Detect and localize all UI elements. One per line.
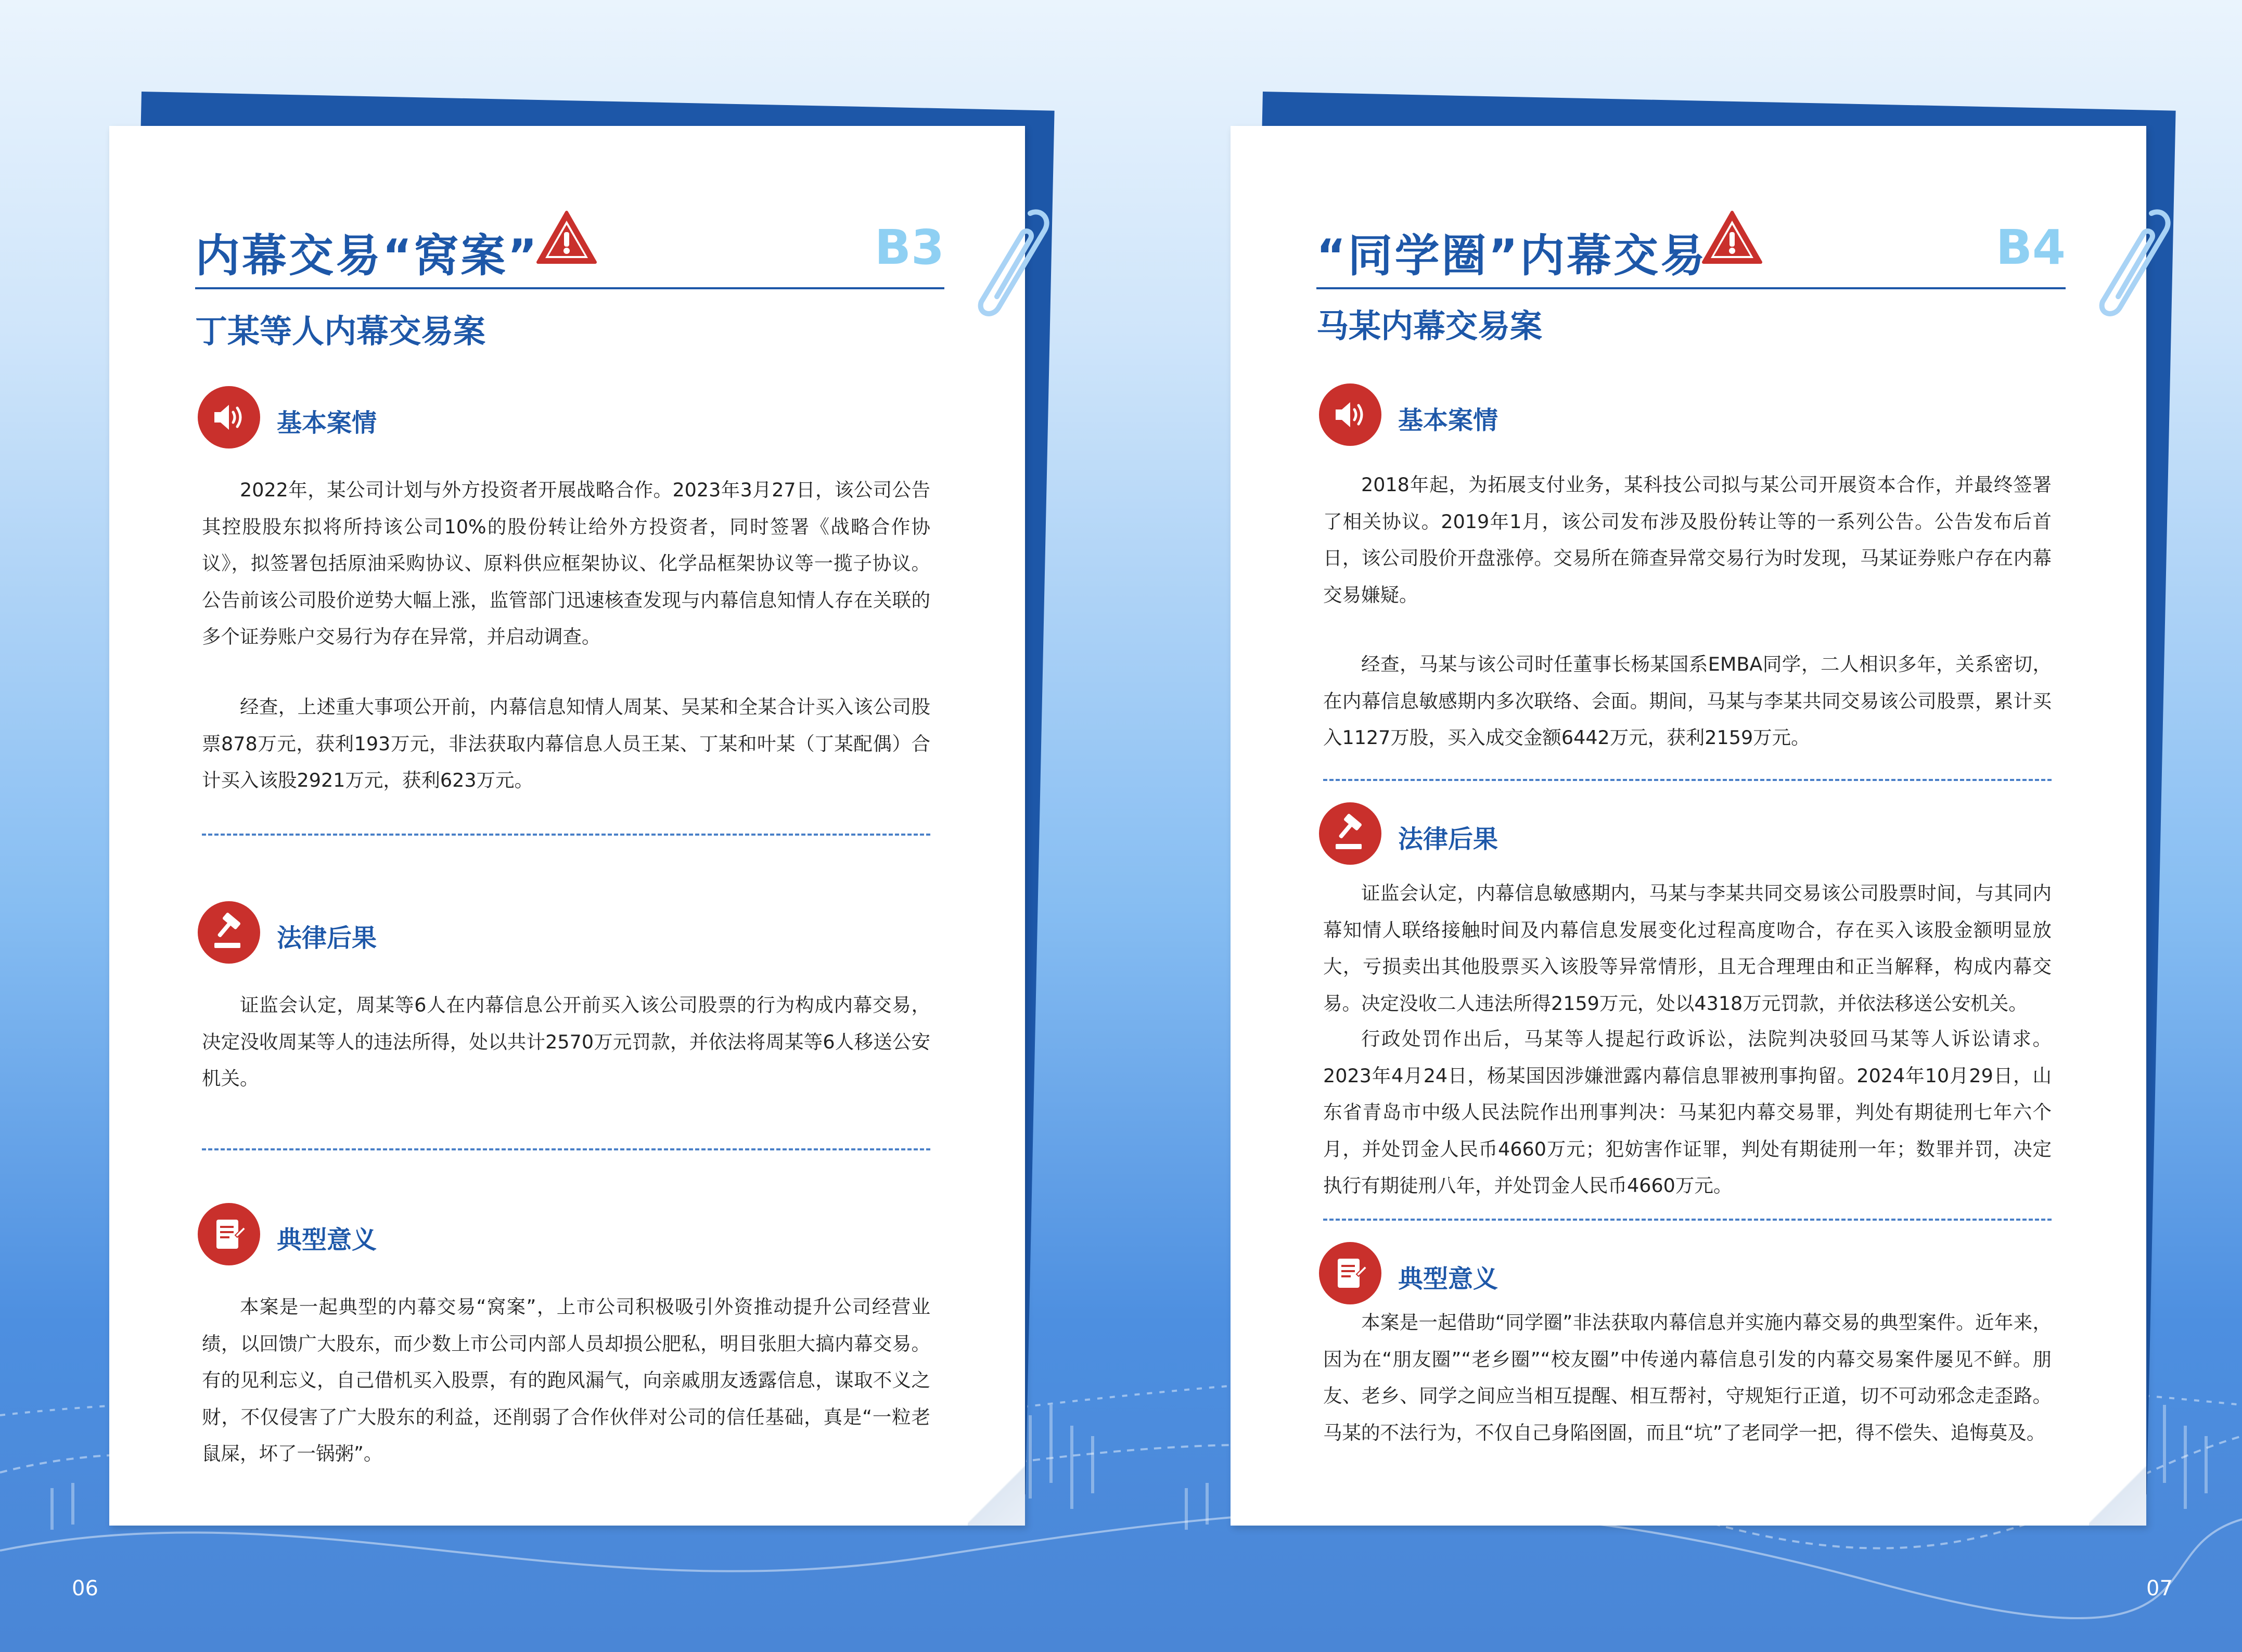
gavel-icon	[209, 913, 249, 952]
page-title: 内幕交易“窝案”	[195, 230, 540, 282]
paragraph: 本案是一起借助“同学圈”非法获取内幕信息并实施内幕交易的典型案件。近年来，因为在“朋友圈”“老乡圈”“校友圈”中传递内幕信息引发的内幕交易案件屡见不鲜。朋友、老乡、同学之间应当相互提醒、相互帮衬，守规矩行正道，切不可动邪念走歪路。马某的不法行为，不仅自己身陷囹圄，而且“坑”了老同学一把，得不偿失、追悔莫及。	[1323, 1311, 2052, 1444]
page-sheet	[109, 126, 1025, 1526]
right-page	[1231, 88, 2167, 1525]
paragraph: 证监会认定，内幕信息敏感期内，马某与李某共同交易该公司股票时间，与其同内幕知情人联络接触时间及内幕信息发展变化过程高度吻合，存在买入该股金额明显放大，亏损卖出其他股票买入该股等异常情形，且无合理理由和正当解释，构成内幕交易。决定没收二人违法所得2159万元，处以4318万元罚款，并依法移送公安机关。	[1323, 882, 2052, 1015]
paragraph: 2018年起，为拓展支付业务，某科技公司拟与某公司开展资本合作，并最终签署了相关协议。2019年1月，该公司发布涉及股份转让等的一系列公告。公告发布后首日，该公司股价开盘涨停。交易所在筛查异常交易行为时发现，马某证券账户存在内幕交易嫌疑。	[1323, 473, 2052, 606]
page-header	[1316, 209, 2066, 289]
page-fold-corner	[968, 1466, 1025, 1526]
warning-icon	[536, 209, 597, 265]
section-header-typical-significance	[198, 1203, 718, 1265]
paperclip-icon	[968, 203, 1051, 328]
paragraph: 2022年，某公司计划与外方投资者开展战略合作。2023年3月27日，该公司公告其控股股东拟将所持该公司10%的股份转让给外方投资者，同时签署《战略合作协议》，拟签署包括原油采购协议、原料供应框架协议、化学品框架协议等一揽子协议。公告前该公司股价逆势大幅上涨，监管部门迅速核查发现与内幕信息知情人存在关联的多个证券账户交易行为存在异常，并启动调查。	[202, 479, 930, 648]
page-sheet	[1231, 126, 2146, 1526]
section-header-basic-facts	[198, 386, 718, 449]
paragraph: 经查，上述重大事项公开前，内幕信息知情人周某、吴某和全某合计买入该公司股票878万元，获利193万元，非法获取内幕信息人员王某、丁某和叶某（丁某配偶）合计买入该股2921万元，获利623万元。	[202, 696, 930, 791]
section-badge	[1319, 802, 1381, 865]
divider	[202, 1148, 930, 1150]
paperclip-icon	[2089, 203, 2172, 328]
section-badge	[1319, 383, 1381, 446]
section-header-basic-facts	[1319, 383, 1839, 446]
paragraph: 经查，马某与该公司时任董事长杨某国系EMBA同学，二人相识多年，关系密切，在内幕信息敏感期内多次联络、会面。期间，马某与李某共同交易该公司股票，累计买入1127万股，买入成交金额6442万元，获利2159万元。	[1323, 653, 2052, 749]
section-label: 典型意义	[1398, 1264, 1498, 1294]
section-badge	[1319, 1242, 1381, 1304]
section-badge	[198, 1203, 260, 1265]
section-label: 法律后果	[1398, 825, 1498, 854]
case-code: B3	[874, 220, 944, 275]
paragraph: 证监会认定，周某等6人在内幕信息公开前买入该公司股票的行为构成内幕交易，决定没收周某等人的违法所得，处以共计2570万元罚款，并依法将周某等6人移送公安机关。	[202, 994, 930, 1090]
case-title: 丁某等人内幕交易案	[195, 312, 486, 350]
divider	[1323, 1219, 2052, 1221]
left-page	[109, 88, 1046, 1525]
speaker-icon	[1330, 395, 1370, 434]
page-title: “同学圈”内幕交易	[1316, 230, 1708, 282]
page-number-right: 07	[2146, 1577, 2173, 1600]
divider	[1323, 779, 2052, 781]
case-title: 马某内幕交易案	[1316, 307, 1543, 345]
section-header-legal-consequences	[198, 901, 718, 964]
case-code: B4	[1995, 220, 2066, 275]
document-icon	[1330, 1253, 1370, 1293]
page-fold-corner	[2089, 1466, 2146, 1526]
page-number-left: 06	[72, 1577, 98, 1600]
paragraph: 行政处罚作出后，马某等人提起行政诉讼，法院判决驳回马某等人诉讼请求。2023年4月24日，杨某国因涉嫌泄露内幕信息罪被刑事拘留。2024年10月29日，山东省青岛市中级人民法院作出刑事判决：马某犯内幕交易罪，判处有期徒刑七年六个月，并处罚金人民币4660万元；犯妨害作证罪，判处有期徒刑一年；数罪并罚，决定执行有期徒刑八年，并处罚金人民币4660万元。	[1323, 1028, 2052, 1197]
paragraph: 本案是一起典型的内幕交易“窝案”，上市公司积极吸引外资推动提升公司经营业绩，以回馈广大股东，而少数上市公司内部人员却损公肥私，明目张胆大搞内幕交易。有的见利忘义，自己借机买入股票，有的跑风漏气，向亲戚朋友透露信息，谋取不义之财，不仅侵害了广大股东的利益，还削弱了合作伙伴对公司的信任基础，真是“一粒老鼠屎，坏了一锅粥”。	[202, 1296, 930, 1465]
page-header	[195, 209, 944, 289]
speaker-icon	[209, 398, 249, 437]
warning-icon	[1701, 209, 1763, 265]
section-label: 法律后果	[277, 924, 377, 953]
section-label: 基本案情	[1398, 406, 1498, 435]
section-badge	[198, 386, 260, 449]
divider	[202, 834, 930, 836]
section-badge	[198, 901, 260, 964]
section-header-legal-consequences	[1319, 802, 1839, 865]
document-icon	[209, 1214, 249, 1254]
section-label: 典型意义	[277, 1225, 377, 1254]
section-header-typical-significance	[1319, 1242, 1839, 1304]
gavel-icon	[1330, 814, 1370, 853]
section-label: 基本案情	[277, 408, 377, 438]
